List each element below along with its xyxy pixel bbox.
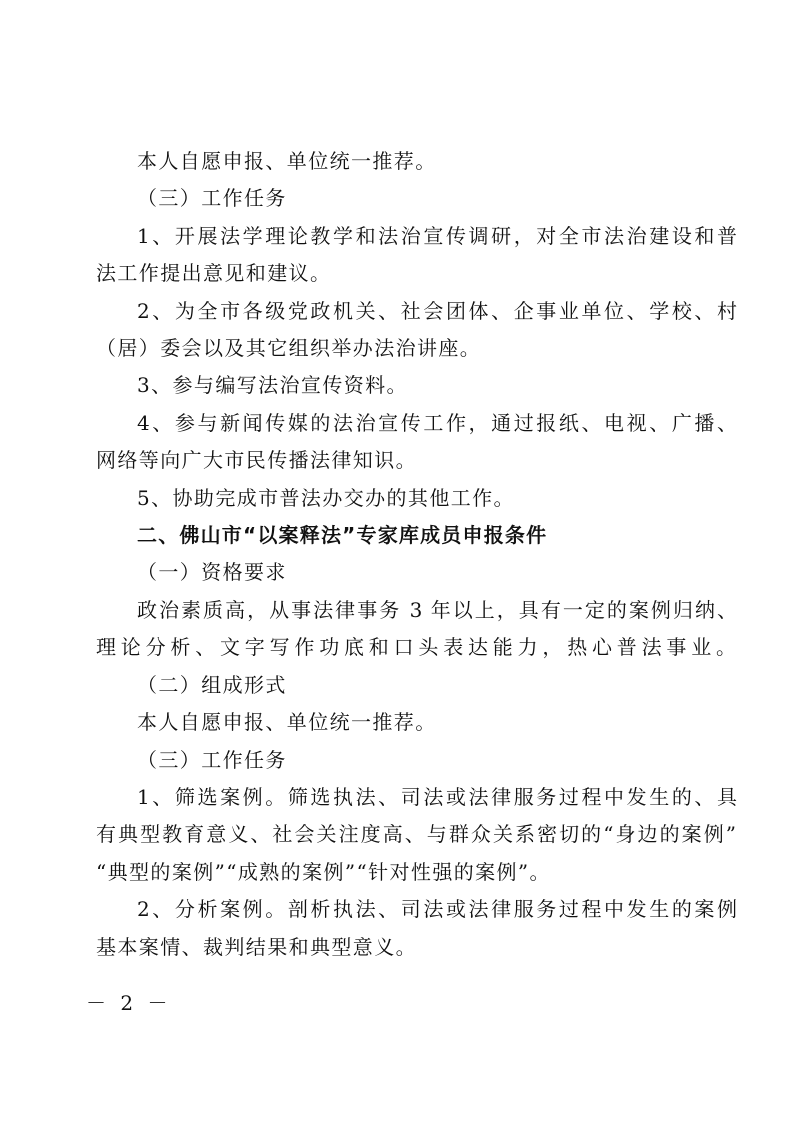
text-line: 5、协助完成市普法办交办的其他工作。	[137, 486, 515, 510]
text-line: 网络等向广大市民传播法律知识。	[96, 448, 417, 472]
page-number: － 2 －	[86, 991, 172, 1015]
section-subheading: （三）工作任务	[137, 186, 287, 210]
text-line: 本人自愿申报、单位统一推荐。	[137, 710, 437, 734]
text-line: 1、开展法学理论教学和法治宣传调研，对全市法治建设和普	[137, 224, 737, 248]
text-line: （居）委会以及其它组织举办法治讲座。	[96, 336, 482, 360]
section-heading: 二、佛山市“以案释法”专家库成员申报条件	[137, 523, 548, 547]
section-subheading: （一）资格要求	[137, 560, 287, 584]
text-line: 2、为全市各级党政机关、社会团体、企事业单位、学校、村	[137, 299, 737, 323]
text-line: 政治素质高，从事法律事务 3 年以上，具有一定的案例归纳、	[137, 598, 737, 622]
text-line: 4、参与新闻传媒的法治宣传工作，通过报纸、电视、广播、	[137, 411, 737, 435]
text-line: 2、分析案例。剖析执法、司法或法律服务过程中发生的案例	[137, 897, 737, 921]
text-line: “典型的案例”“成熟的案例”“针对性强的案例”。	[96, 860, 551, 884]
text-line: 3、参与编写法治宣传资料。	[137, 373, 408, 397]
text-line: 基本案情、裁判结果和典型意义。	[96, 935, 417, 959]
section-subheading: （二）组成形式	[137, 673, 287, 697]
text-line: 1、筛选案例。筛选执法、司法或法律服务过程中发生的、具	[137, 785, 737, 809]
section-subheading: （三）工作任务	[137, 748, 287, 772]
text-line: 法工作提出意见和建议。	[96, 261, 332, 285]
text-line: 有典型教育意义、社会关注度高、与群众关系密切的“身边的案例”	[96, 822, 736, 846]
text-line: 本人自愿申报、单位统一推荐。	[137, 149, 437, 173]
text-line: 理论分析、文字写作功底和口头表达能力，热心普法事业。	[96, 635, 736, 659]
